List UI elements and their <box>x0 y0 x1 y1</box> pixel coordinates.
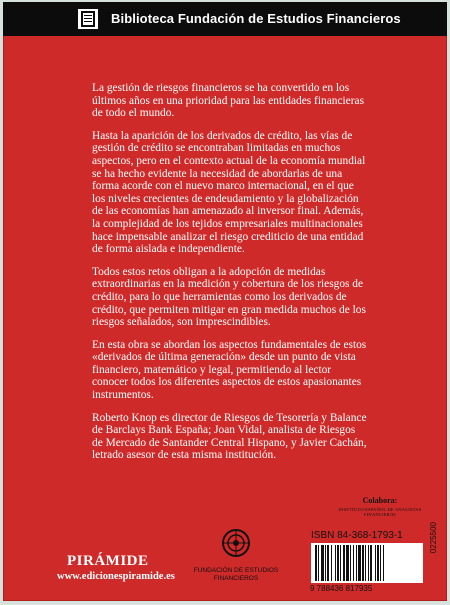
foundation-name: FUNDACIÓN DE ESTUDIOS FINANCIEROS <box>193 567 279 582</box>
blurb-paragraph: En esta obra se abordan los aspectos fundamentales de estos «derivados de última generación» desde un punto de vista financiero, matemático y legal, permitiendo al lector conocer todos los diferentes aspectos de estos apasionantes instrumentos. <box>92 338 367 402</box>
foundation-emblem-icon <box>221 528 251 558</box>
author-bio: Roberto Knop es director de Riesgos de Tesorería y Balance de Barclays Bank España; Joan Vidal, analista de Riesgos de Mercado de Santander Central Hispano, y Javier Cachán, letrado asesor de esta misma institución. <box>92 411 367 462</box>
barcode <box>311 543 423 583</box>
publisher-website[interactable]: www.edicionespiramide.es <box>57 571 175 582</box>
back-cover <box>3 2 447 601</box>
collaborator-label: Colabora: <box>362 496 398 505</box>
collaborator-block <box>335 496 425 517</box>
blurb-paragraph: Todos estos retos obligan a la adopción de medidas extraordinarias en la medición y cobertura de los riesgos de crédito, para lo que herramientas como los derivados de crédito, que permiten mitigar en gran medida muchos de los riesgos señalados, son imprescindibles. <box>92 265 366 329</box>
isbn-text: ISBN 84-368-1793-1 <box>311 530 403 541</box>
book-icon <box>77 8 99 30</box>
side-code: 0225500 <box>429 522 438 554</box>
publisher-logo: PIRÁMIDE <box>67 553 149 569</box>
series-header-bar <box>3 2 447 36</box>
collaborator-name: INSTITUTO ESPAÑOL DE ANALISTAS FINANCIEROS <box>338 507 422 517</box>
blurb-paragraph: La gestión de riesgos financieros se ha convertido en los últimos años en una prioridad para las entidades financieras de todo el mundo. <box>92 82 365 120</box>
barcode-digits: 9 788436 817935 <box>310 584 373 593</box>
blurb-paragraph: Hasta la aparición de los derivados de crédito, las vías de gestión de crédito se encontraban limitadas en muchos aspectos, pero en el contexto actual de la economía mundial se ha hecho evidente la necesidad de abordarlas de una forma acorde con el nuevo marco internacional, en el que los niveles crecientes de endeudamiento y la globalización de las economías han amenazado al inversor final. Además, la complejidad de los tejidos empresariales multinacionales hace impensable analizar el riesgo crediticio de una entidad de forma aislada e independiente. <box>92 129 366 256</box>
blurb-text <box>92 82 367 472</box>
series-title: Biblioteca Fundación de Estudios Financieros <box>111 11 401 26</box>
